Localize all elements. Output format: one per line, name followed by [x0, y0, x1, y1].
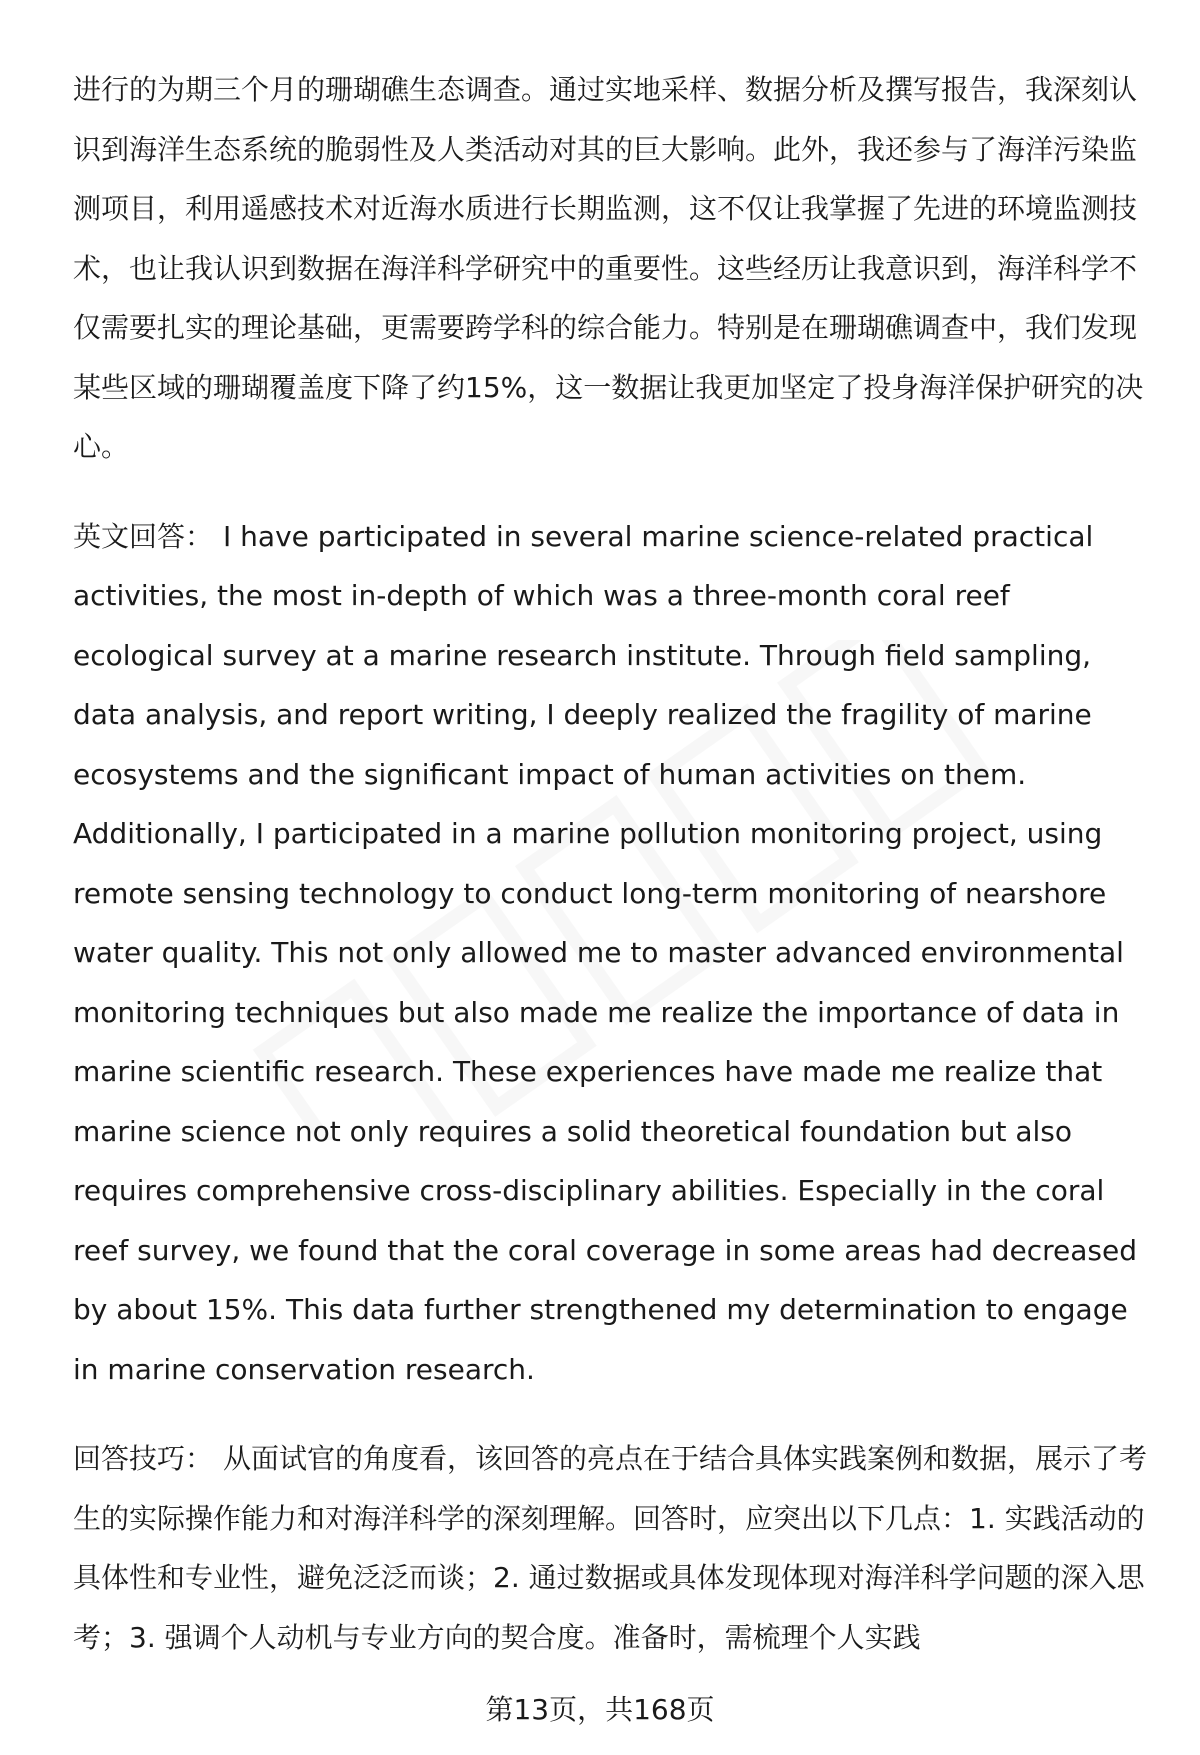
answer-tips-text: 从面试官的角度看，该回答的亮点在于结合具体实践案例和数据，展示了考生的实际操作能力和对海洋科学的深刻理解。回答时，应突出以下几点：1. 实践活动的具体性和专业性，避免泛泛而谈；2. 通过数据或具体发现体现对海洋科学问题的深入思考；3. 强调个人动机与专业方向的契合度。准备时，需梳理个人实践: [73, 1442, 1148, 1654]
document-page: [73, 60, 1153, 1667]
english-answer-label: 英文回答：: [73, 519, 214, 553]
paragraph-chinese-answer-continued: 进行的为期三个月的珊瑚礁生态调查。通过实地采样、数据分析及撰写报告，我深刻认识到海洋生态系统的脆弱性及人类活动对其的巨大影响。此外，我还参与了海洋污染监测项目，利用遥感技术对近海水质进行长期监测，这不仅让我掌握了先进的环境监测技术，也让我认识到数据在海洋科学研究中的重要性。这些经历让我意识到，海洋科学不仅需要扎实的理论基础，更需要跨学科的综合能力。特别是在珊瑚礁调查中，我们发现某些区域的珊瑚覆盖度下降了约15%，这一数据让我更加坚定了投身海洋保护研究的决心。: [73, 73, 1144, 463]
paragraph-answer-tips: [73, 1429, 1153, 1667]
paragraph-english-answer: [73, 507, 1153, 1400]
english-answer-text: I have participated in several marine science-related practical activities, the most in-depth of which was a three-month coral reef ecological survey at a marine research institute. Through field sampling, data analysis, and report writing, I deeply realized the fragility of marine ecosystems and the significant impact of human activities on them. Additionally, I participated in a marine pollution monitoring project, using remote sensing technology to conduct long-term monitoring of nearshore water quality. This not only allowed me to master advanced environmental monitoring techniques but also made me realize the importance of data in marine scientific research. These experiences have made me realize that marine science not only requires a solid theoretical foundation but also requires comprehensive cross-disciplinary abilities. Especially in the coral reef survey, we found that the coral coverage in some areas had decreased by about 15%. This data further strengthened my determination to engage in marine conservation research.: [73, 519, 1137, 1386]
answer-tips-label: 回答技巧：: [73, 1442, 214, 1475]
page-number-footer: 第13页，共168页: [485, 1693, 715, 1726]
